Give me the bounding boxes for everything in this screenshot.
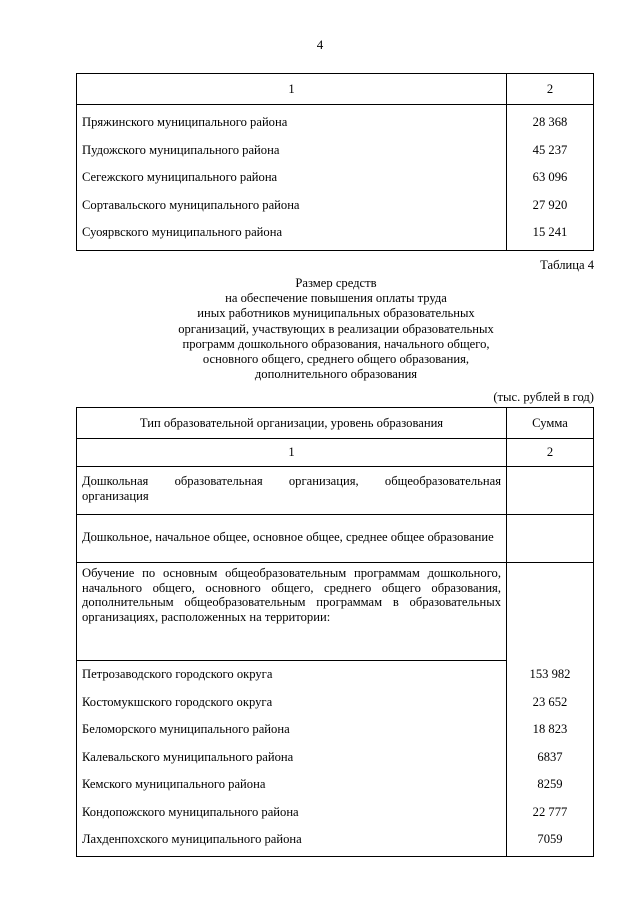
row-name: Калевальского муниципального района <box>77 744 507 772</box>
column-numbering-row <box>77 439 594 467</box>
row-value: 45 237 <box>507 137 594 165</box>
title-line: иных работников муниципальных образовательных <box>197 306 475 321</box>
table-row <box>77 563 594 661</box>
page-number: 4 <box>316 37 324 52</box>
row-value: 28 368 <box>507 105 594 137</box>
row-value: 7059 <box>507 826 594 856</box>
row-value: 6837 <box>507 744 594 772</box>
table-header-row <box>77 408 594 439</box>
row-name: Суоярвского муниципального района <box>77 219 507 250</box>
table-header-row <box>77 74 594 105</box>
column-header-type: Тип образовательной организации, уровень образования <box>77 408 507 439</box>
row-value: 23 652 <box>507 689 594 717</box>
row-value: 8259 <box>507 771 594 799</box>
table-label: Таблица 4 <box>540 258 594 272</box>
column-header-sum: Сумма <box>507 408 594 439</box>
row-value: 63 096 <box>507 164 594 192</box>
table-row <box>77 771 594 799</box>
table-row <box>77 105 594 137</box>
row-value: 18 823 <box>507 716 594 744</box>
row-value: 153 982 <box>507 661 594 689</box>
row-name: Петрозаводского городского округа <box>77 661 507 689</box>
row-name: Пряжинского муниципального района <box>77 105 507 137</box>
table-row <box>77 467 594 515</box>
title-line: программ дошкольного образования, начального общего, <box>182 336 490 351</box>
column-number-2: 2 <box>507 439 594 467</box>
row-name: Сортавальского муниципального района <box>77 192 507 220</box>
row-text: Дошкольное, начальное общее, основное общее, среднее общее образование <box>77 515 507 563</box>
column-number-1: 1 <box>77 439 507 467</box>
row-text: Дошкольная образовательная организация, общеобразовательная организация <box>77 467 507 515</box>
table-row <box>77 515 594 563</box>
row-value-empty <box>507 515 594 563</box>
table-row <box>77 137 594 165</box>
table-row <box>77 219 594 250</box>
row-value: 27 920 <box>507 192 594 220</box>
table-row <box>77 716 594 744</box>
table-row <box>77 164 594 192</box>
row-name: Костомукшского городского округа <box>77 689 507 717</box>
table-row <box>77 689 594 717</box>
row-name: Кемского муниципального района <box>77 771 507 799</box>
title-line: организаций, участвующих в реализации образовательных <box>178 321 494 336</box>
row-name: Кондопожского муниципального района <box>77 799 507 827</box>
row-value-empty <box>507 467 594 515</box>
column-number-2: 2 <box>507 74 594 105</box>
table-row <box>77 192 594 220</box>
row-value: 22 777 <box>507 799 594 827</box>
row-name: Пудожского муниципального района <box>77 137 507 165</box>
row-value: 15 241 <box>507 219 594 250</box>
table-title <box>148 276 524 382</box>
title-line: Размер средств <box>295 276 377 290</box>
row-name: Лахденпохского муниципального района <box>77 826 507 856</box>
table-row <box>77 744 594 772</box>
table-4 <box>76 407 594 857</box>
districts-table-continued <box>76 73 594 251</box>
title-line: на обеспечение повышения оплаты труда <box>225 291 447 306</box>
row-name: Беломорского муниципального района <box>77 716 507 744</box>
table-row <box>77 661 594 689</box>
title-line: основного общего, среднего общего образования, <box>202 352 470 367</box>
row-text: Обучение по основным общеобразовательным программам дошкольного, начального общего, основного общего, среднего общего образования, дополнительным общеобразовательным программам в образовательных организациях, расположенных на территории: <box>77 563 507 661</box>
table-row <box>77 826 594 856</box>
row-value-empty <box>507 563 594 661</box>
table-row <box>77 799 594 827</box>
column-number-1: 1 <box>77 74 507 105</box>
row-name: Сегежского муниципального района <box>77 164 507 192</box>
units-note: (тыс. рублей в год) <box>493 390 594 404</box>
title-line: дополнительного образования <box>254 367 418 382</box>
